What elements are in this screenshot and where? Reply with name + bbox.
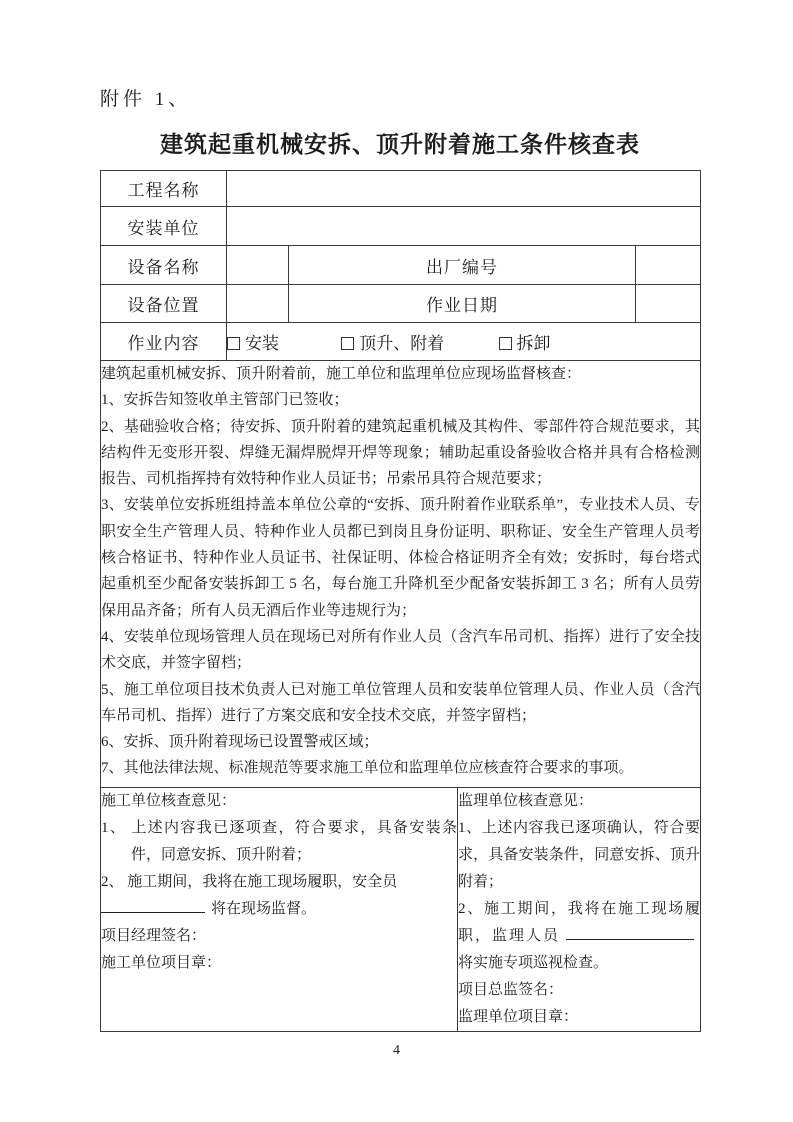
construction-unit-seal-label[interactable]: 施工单位项目章： <box>101 955 222 971</box>
inspection-item-6: 6、安拆、顶升附着现场已设置警戒区域； <box>101 734 379 751</box>
equipment-name-label: 设备名称 <box>101 246 227 285</box>
checkbox-install-label: 安装 <box>245 334 279 353</box>
construction-item2-text: 施工期间，我将在施工现场履职，安全员 <box>127 874 398 890</box>
supervisor-name-blank-line[interactable] <box>566 926 694 940</box>
equipment-location-label: 设备位置 <box>101 285 227 323</box>
chief-supervisor-sign-label[interactable]: 项目总监签名： <box>458 982 564 998</box>
work-option-jacking <box>341 334 444 353</box>
project-name-label: 工程名称 <box>101 171 227 207</box>
construction-item2-after-blank: 将在现场监督。 <box>211 901 317 917</box>
construction-opinion-title: 施工单位核查意见： <box>101 793 237 809</box>
factory-number-input-cell[interactable] <box>636 246 701 285</box>
equipment-location-input-cell[interactable] <box>227 285 289 323</box>
work-option-dismantle <box>499 334 551 353</box>
inspection-item-7: 7、其他法律法规、标准规范等要求施工单位和监理单位应核查符合要求的事项。 <box>101 760 634 777</box>
install-unit-label: 安装单位 <box>101 207 227 246</box>
project-name-input-cell[interactable] <box>227 171 701 207</box>
row-opinions <box>101 788 701 1032</box>
row-install-unit <box>101 207 701 246</box>
inspection-item-4: 4、安装单位现场管理人员在现场已对所有作业人员（含汽车吊司机、指挥）进行了安全技术交底，并签字留档； <box>101 628 700 672</box>
construction-opinion-item-2-continued <box>101 896 457 923</box>
work-date-input-cell[interactable] <box>636 285 701 323</box>
work-content-label: 作业内容 <box>101 323 227 361</box>
row-work-content <box>101 323 701 361</box>
supervision-item2-after-blank: 将实施专项巡视检查。 <box>458 955 609 971</box>
supervision-opinion-item-1: 1、上述内容我已逐项确认，符合要求，具备安装条件，同意安拆、顶升附着； <box>458 820 700 890</box>
row-inspection-items <box>101 361 701 788</box>
row-equipment-location <box>101 285 701 323</box>
checkbox-dismantle-label: 拆卸 <box>516 334 551 353</box>
checkbox-jacking-label: 顶升、附着 <box>359 334 445 353</box>
checkbox-install[interactable] <box>227 337 240 350</box>
supervision-unit-seal-label[interactable]: 监理单位项目章： <box>458 1009 579 1025</box>
construction-opinion-item-2 <box>101 869 457 896</box>
construction-opinion-item-1 <box>101 815 457 869</box>
inspection-item-3: 3、安装单位安拆班组持盖本单位公章的“安拆、顶升附着作业联系单”，专业技术人员、专职安全生产管理人员、特种作业人员都已到岗且身份证明、职称证、安全生产管理人员考核合格证书、特种作业人员证书、社保证明、体检合格证明齐全有效；安拆时，每台塔式起重机至少配备安装拆卸工 5 名，每台施工升降机至少配备安装拆卸工 3 名；所有人员劳保用品齐备；所有人员无酒后作业等违规行为； <box>101 497 700 619</box>
checkbox-jacking[interactable] <box>341 337 354 350</box>
attachment-label: 附件 1、 <box>100 89 192 110</box>
project-manager-sign-label[interactable]: 项目经理签名： <box>101 928 207 944</box>
supervision-item2-text: 2、施工期间，我将在施工现场履职，监理人员 <box>458 901 700 944</box>
inspection-intro: 建筑起重机械安拆、顶升附着前，施工单位和监理单位应现场监督核查： <box>101 366 582 382</box>
inspection-items-cell <box>101 361 701 788</box>
supervision-opinion-title: 监理单位核查意见： <box>458 793 594 809</box>
row-equipment-name <box>101 246 701 285</box>
row-project-name <box>101 171 701 207</box>
document-content <box>100 84 700 1032</box>
page-title: 建筑起重机械安拆、顶升附着施工条件核查表 <box>160 131 640 157</box>
inspection-item-2: 2、基础验收合格；待安拆、顶升附着的建筑起重机械及其构件、零部件符合规范要求，其结构件无变形开裂、焊缝无漏焊脱焊开焊等现象；辅助起重设备验收合格并具有合格检测报告、司机指挥持有效特种作业人员证书；吊索吊具符合规范要求； <box>101 418 700 488</box>
checkbox-dismantle[interactable] <box>499 337 512 350</box>
construction-opinion-cell <box>101 788 458 1032</box>
inspection-item-1: 1、安拆告知签收单主管部门已签收； <box>101 392 349 409</box>
install-unit-input-cell[interactable] <box>227 207 701 246</box>
work-option-install <box>227 334 279 353</box>
work-content-options-cell <box>227 323 701 361</box>
safety-officer-blank-line[interactable] <box>101 899 205 913</box>
equipment-name-input-cell[interactable] <box>227 246 289 285</box>
supervision-opinion-item-2 <box>458 896 700 977</box>
construction-item2-number: 2、 <box>101 874 124 890</box>
inspection-item-5: 5、施工单位项目技术负责人已对施工单位管理人员和安装单位管理人员、作业人员（含汽车吊司机、指挥）进行了方案交底和安全技术交底，并签字留档； <box>101 681 700 724</box>
checklist-form-table <box>100 170 701 1032</box>
construction-item1-text: 上述内容我已逐项查，符合要求，具备安装条件，同意安拆、顶升附着； <box>131 820 457 863</box>
work-date-label: 作业日期 <box>289 285 636 323</box>
page-number: 4 <box>393 1043 400 1058</box>
factory-number-label: 出厂编号 <box>289 246 636 285</box>
supervision-opinion-cell <box>458 788 701 1032</box>
construction-item1-number: 1、 <box>101 820 127 836</box>
